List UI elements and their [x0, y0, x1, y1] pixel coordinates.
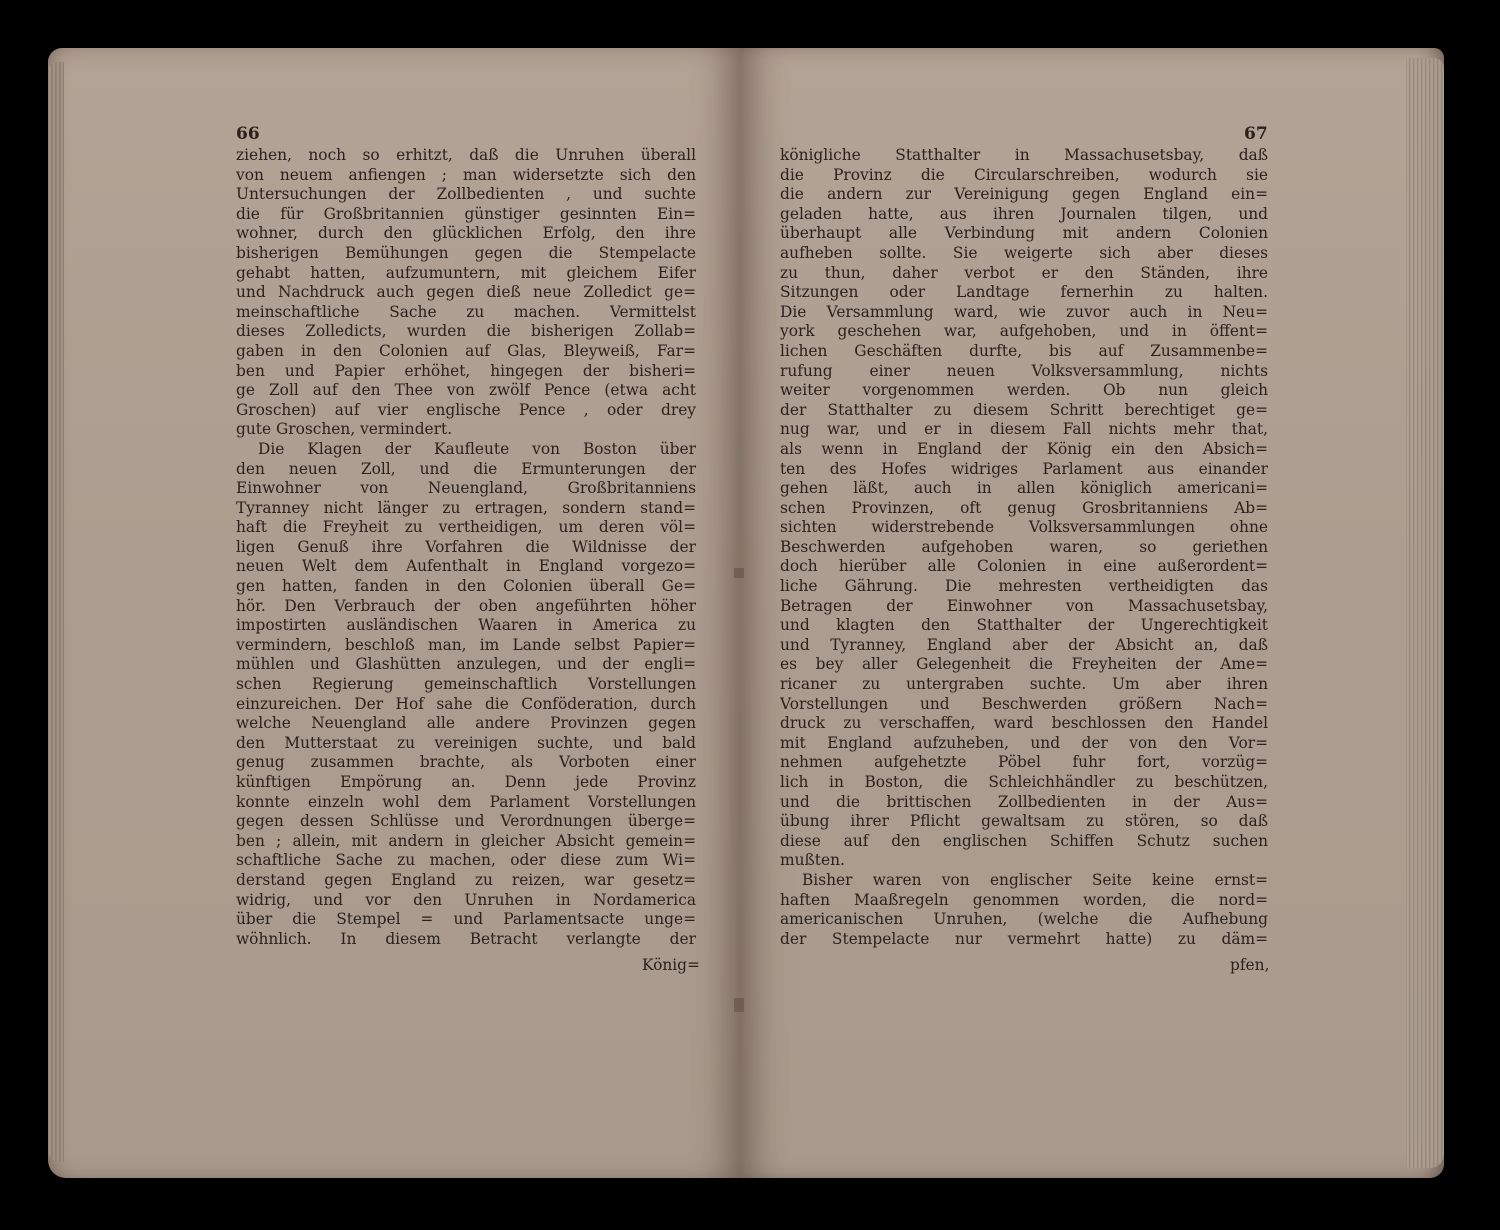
text-line: haften Maaßregeln genommen worden, die nord= — [780, 890, 1268, 909]
text-line: die Provinz die Circularschreiben, wodurch sie — [780, 165, 1268, 184]
text-line: hör. Den Verbrauch der oben angeführten höher — [236, 596, 696, 615]
text-line: Die Versammlung ward, wie zuvor auch in Neu= — [780, 302, 1268, 321]
text-line: nehmen aufgehetzte Pöbel fuhr fort, vorzüg= — [780, 753, 1268, 772]
text-line: derstand gegen England zu reizen, war gesetz= — [236, 870, 696, 889]
text-line: ricaner zu untergraben suchte. Um aber ihren — [780, 675, 1268, 694]
text-line: überhaupt alle Verbindung mit andern Colonien — [780, 224, 1268, 243]
left-page-edges — [48, 62, 64, 1162]
text-line: königliche Statthalter in Massachusetsbay, daß — [780, 146, 1268, 164]
text-line: und klagten den Statthalter der Ungerechtigkeit — [780, 616, 1268, 635]
text-line: und Tyranney, England aber der Absicht an, daß — [780, 635, 1268, 654]
binding-stitch — [734, 568, 744, 578]
text-line: Bisher waren von englischer Seite keine ernst= — [802, 870, 1268, 889]
text-line: aufheben sollte. Sie weigerte sich aber dieses — [780, 243, 1268, 262]
text-line: Einwohner von Neuengland, Großbritanniens — [236, 479, 696, 498]
text-line: von neuem anfiengen ; man widersetzte sich den — [236, 165, 696, 184]
text-line: nug war, und er in diesem Fall nichts mehr that, — [780, 420, 1268, 439]
binding-stitch — [734, 998, 744, 1012]
text-line: gute Groschen, vermindert. — [236, 420, 453, 439]
text-line: rufung einer neuen Volksversammlung, nichts — [780, 361, 1268, 380]
text-line: mühlen und Glashütten anzulegen, und der engli= — [236, 655, 696, 674]
left-page-text — [236, 146, 696, 949]
text-line: als wenn in England der König ein den Absich= — [780, 439, 1268, 458]
text-line: mußten. — [780, 851, 845, 870]
text-line: sichten widerstrebende Volksversammlungen ohne — [780, 518, 1268, 537]
text-line: der Statthalter zu diesem Schritt berechtiget ge= — [780, 400, 1268, 419]
text-line: ge Zoll auf den Thee von zwölf Pence (etwa acht — [236, 381, 696, 400]
text-line: meinschaftliche Sache zu machen. Vermittelst — [236, 302, 696, 321]
text-line: haft die Freyheit zu vertheidigen, um deren völ= — [236, 518, 696, 537]
text-line: die andern zur Vereinigung gegen England ein= — [780, 185, 1268, 204]
text-line: welche Neuengland alle andere Provinzen gegen — [236, 714, 696, 733]
text-line: diese auf den englischen Schiffen Schutz suchen — [780, 831, 1268, 850]
text-line: gen hatten, fanden in den Colonien überall Ge= — [236, 577, 696, 596]
text-line: Beschwerden aufgehoben waren, so geriethen — [780, 537, 1268, 556]
text-line: york geschehen war, aufgehoben, und in öffent= — [780, 322, 1268, 341]
text-line: Die Klagen der Kaufleute von Boston über — [258, 439, 696, 458]
text-line: vermindern, beschloß man, im Lande selbst Papier= — [236, 635, 696, 654]
text-line: wöhnlich. In diesem Betracht verlangte der — [236, 929, 696, 948]
text-line: ben und Papier erhöhet, hingegen der bisheri= — [236, 361, 696, 380]
text-line: druck zu verschaffen, ward beschlossen den Handel — [780, 714, 1268, 733]
text-line: impostirten ausländischen Waaren in America zu — [236, 616, 696, 635]
text-line: gehabt hatten, aufzumuntern, mit gleichem Eifer — [236, 263, 696, 282]
text-line: und Nachdruck auch gegen dieß neue Zolledict ge= — [236, 283, 696, 302]
text-line: ligen Genuß ihre Vorfahren die Wildnisse der — [236, 537, 696, 556]
text-line: Tyranney nicht länger zu ertragen, sondern stand= — [236, 498, 696, 517]
text-line: lichen Geschäften durfte, bis auf Zusammenbe= — [780, 341, 1268, 360]
text-line: einzureichen. Der Hof sahe die Conföderation, durch — [236, 694, 696, 713]
text-line: der Stempelacte nur vermehrt hatte) zu däm= — [780, 929, 1268, 948]
text-line: ziehen, noch so erhitzt, daß die Unruhen überall — [236, 146, 696, 164]
text-line: Vorstellungen und Beschwerden größern Nach= — [780, 694, 1268, 713]
text-line: gegen dessen Schlüsse und Verordnungen überge= — [236, 812, 696, 831]
text-line: zu thun, daher verbot er den Ständen, ihre — [780, 263, 1268, 282]
text-line: americanischen Unruhen, (welche die Aufhebung — [780, 910, 1268, 929]
text-line: Sitzungen oder Landtage fernerhin zu halten. — [780, 283, 1268, 302]
left-catchword: König= — [642, 956, 700, 974]
text-line: dieses Zolledicts, wurden die bisherigen Zollab= — [236, 322, 696, 341]
text-line: Untersuchungen der Zollbedienten , und suchte — [236, 185, 696, 204]
text-line: genug zusammen brachte, als Vorboten einer — [236, 753, 696, 772]
text-line: die für Großbritannien günstiger gesinnten Ein= — [236, 204, 696, 223]
open-book — [48, 48, 1444, 1178]
text-line: wohner, durch den glücklichen Erfolg, den ihre — [236, 224, 696, 243]
right-page — [740, 48, 1444, 1178]
text-line: über die Stempel = und Parlamentsacte unge= — [236, 910, 696, 929]
text-line: den Mutterstaat zu vereinigen suchte, und bald — [236, 733, 696, 752]
text-line: widrig, und vor den Unruhen in Nordamerica — [236, 890, 696, 909]
text-line: schaftliche Sache zu machen, oder diese zum Wi= — [236, 851, 696, 870]
text-line: neuen Welt dem Aufenthalt in England vorgezo= — [236, 557, 696, 576]
right-page-text — [780, 146, 1268, 949]
text-line: bisherigen Bemühungen gegen die Stempelacte — [236, 243, 696, 262]
right-page-number: 67 — [1244, 124, 1268, 144]
text-line: mit England aufzuheben, und der von den Vor= — [780, 733, 1268, 752]
left-page — [48, 48, 740, 1178]
text-line: ten des Hofes widriges Parlament aus einander — [780, 459, 1268, 478]
text-line: übung ihrer Pflicht gewaltsam zu stören, so daß — [780, 812, 1268, 831]
text-line: schen Regierung gemeinschaftlich Vorstellungen — [236, 675, 696, 694]
text-line: Betragen der Einwohner von Massachusetsbay, — [780, 596, 1268, 615]
text-line: schen Provinzen, oft genug Grosbritanniens Ab= — [780, 498, 1268, 517]
text-line: lich in Boston, die Schleichhändler zu beschützen, — [780, 773, 1268, 791]
text-line: den neuen Zoll, und die Ermunterungen der — [236, 459, 696, 478]
text-line: gehen läßt, auch in allen königlich americani= — [780, 479, 1268, 498]
text-line: Groschen) auf vier englische Pence , oder drey — [236, 400, 696, 419]
text-line: doch hierüber alle Colonien in eine außerordent= — [780, 557, 1268, 576]
text-line: künftigen Empörung an. Denn jede Provinz — [236, 773, 696, 791]
text-line: weiter vorgenommen werden. Ob nun gleich — [780, 381, 1268, 400]
text-line: ben ; allein, mit andern in gleicher Absicht gemein= — [236, 831, 696, 850]
text-line: und die brittischen Zollbedienten in der Aus= — [780, 792, 1268, 811]
text-line: geladen hatte, aus ihren Journalen tilgen, und — [780, 204, 1268, 223]
text-line: es bey aller Gelegenheit die Freyheiten der Ame= — [780, 655, 1268, 674]
text-line: konnte einzeln wohl dem Parlament Vorstellungen — [236, 792, 696, 811]
right-page-edges — [1406, 58, 1444, 1168]
text-line: gaben in den Colonien auf Glas, Bleyweiß, Far= — [236, 341, 696, 360]
right-catchword: pfen, — [1230, 956, 1270, 974]
left-page-number: 66 — [236, 124, 260, 144]
text-line: liche Gährung. Die mehresten vertheidigten das — [780, 577, 1268, 596]
